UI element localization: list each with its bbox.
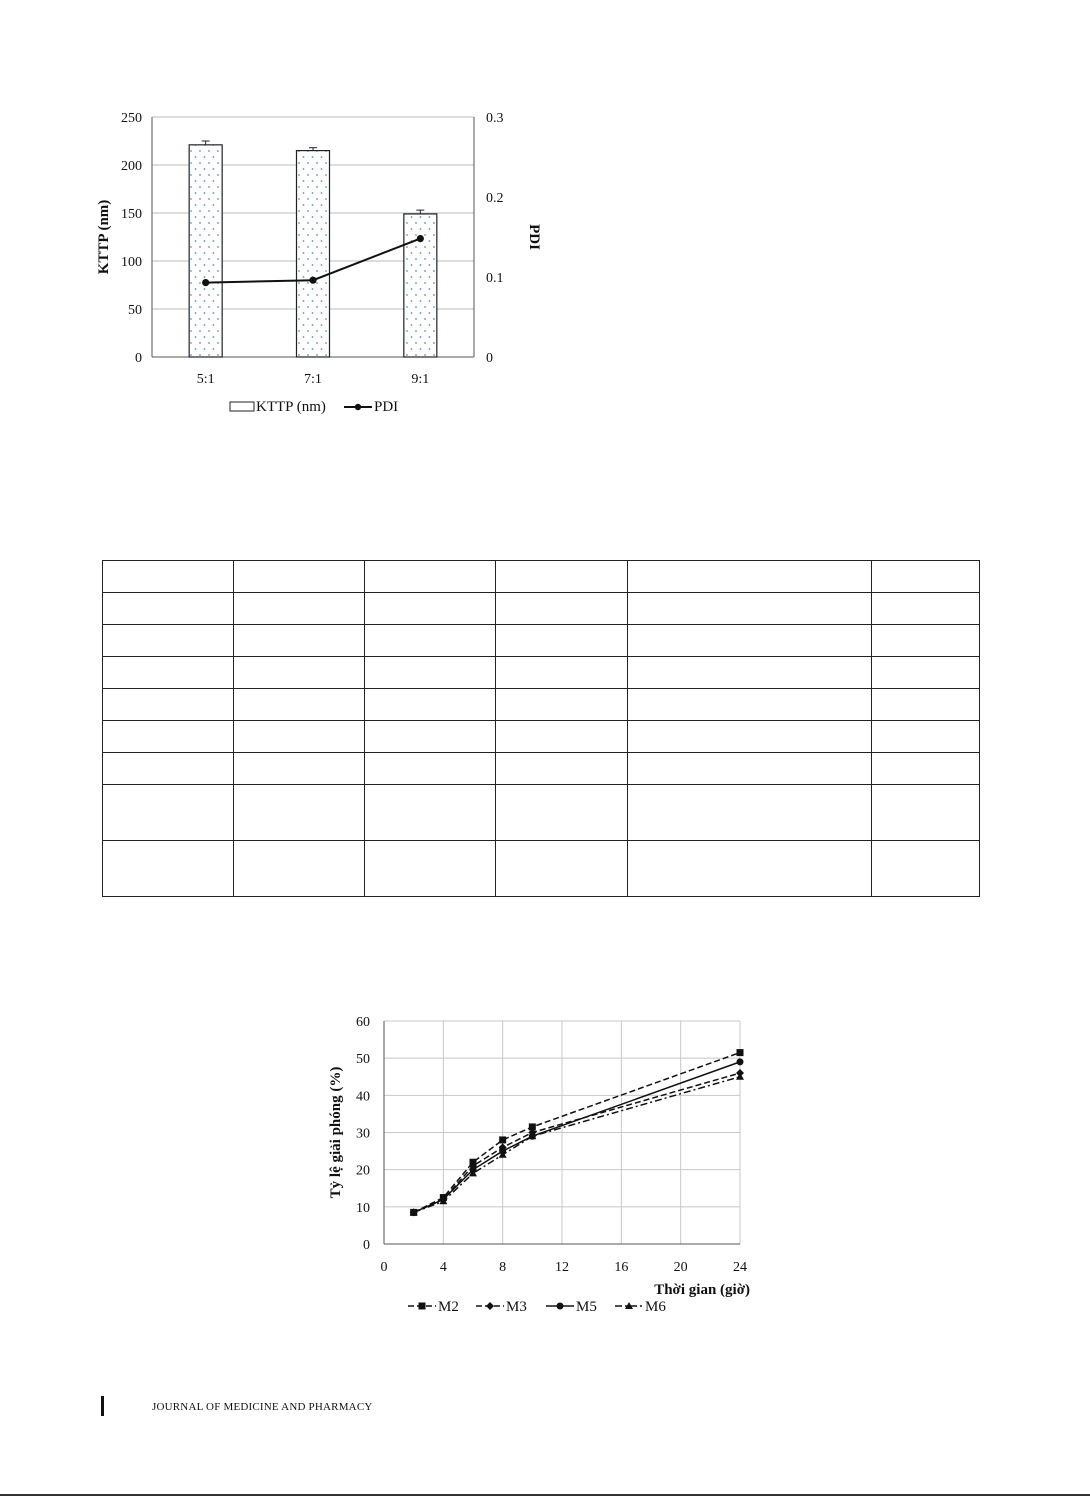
x-tick-label: 8 (499, 1260, 507, 1275)
y-tick-label: 0 (135, 351, 142, 366)
table-cell (365, 785, 496, 841)
data-table (102, 560, 980, 897)
y-axis-title: KTTP (nm) (96, 199, 112, 275)
y2-tick-label: 0.3 (486, 111, 504, 126)
table-cell (872, 561, 980, 593)
y2-tick-label: 0.1 (486, 271, 504, 286)
page-bottom-line (0, 1494, 1090, 1496)
table-cell (628, 785, 872, 841)
legend-label-m6: M6 (645, 1299, 666, 1315)
table-cell (872, 753, 980, 785)
y-tick-label: 20 (356, 1163, 370, 1179)
y-tick-label: 40 (356, 1089, 370, 1105)
table-row (103, 561, 980, 593)
table-row (103, 721, 980, 753)
table-row (103, 753, 980, 785)
legend-marker-m2 (419, 1303, 426, 1310)
table-cell (496, 689, 628, 721)
x-tick-label: 24 (733, 1260, 747, 1275)
journal-footer: JOURNAL OF MEDICINE AND PHARMACY (152, 1401, 373, 1413)
table-cell (234, 721, 365, 753)
y-tick-label: 150 (121, 207, 142, 222)
chart-kttp-pdi-svg (90, 100, 540, 430)
table-cell (872, 593, 980, 625)
table-cell (365, 753, 496, 785)
point-pdi (309, 277, 316, 284)
chart-kttp-pdi (90, 100, 540, 430)
y-tick-label: 50 (128, 303, 142, 318)
table-cell (496, 561, 628, 593)
y-tick-label: 100 (121, 255, 142, 270)
table-cell (103, 625, 234, 657)
table-cell (496, 841, 628, 897)
table-row (103, 785, 980, 841)
table-cell (103, 841, 234, 897)
point-m5 (737, 1058, 744, 1065)
table-cell (628, 657, 872, 689)
x-tick-label: 12 (555, 1260, 569, 1275)
bar-kttp (189, 145, 222, 357)
x-tick-label: 20 (673, 1260, 688, 1275)
y-tick-label: 250 (121, 111, 142, 126)
y-tick-label: 200 (121, 159, 142, 174)
table-cell (103, 785, 234, 841)
table-cell (234, 785, 365, 841)
y2-tick-label: 0 (486, 351, 493, 366)
chart-release-profile (300, 1005, 780, 1330)
table-cell (872, 721, 980, 753)
legend-label-m2: M2 (438, 1299, 459, 1315)
x-tick-label: 16 (614, 1260, 629, 1275)
table-cell (103, 593, 234, 625)
table-cell (628, 753, 872, 785)
x-tick-label: 9:1 (411, 372, 430, 387)
legend-marker-m3 (486, 1302, 494, 1310)
table-cell (234, 625, 365, 657)
table-cell (234, 593, 365, 625)
legend-label-m5: M5 (576, 1299, 597, 1315)
table-cell (496, 593, 628, 625)
table-cell (628, 561, 872, 593)
y-tick-label: 30 (356, 1126, 370, 1142)
table-cell (872, 657, 980, 689)
table-cell (103, 561, 234, 593)
x-tick-label: 0 (380, 1260, 388, 1275)
legend-label-kttp: KTTP (nm) (256, 399, 326, 415)
table-cell (365, 689, 496, 721)
x-tick-label: 5:1 (196, 372, 215, 387)
y2-tick-label: 0.2 (486, 191, 504, 206)
table-cell (365, 561, 496, 593)
table-row (103, 841, 980, 897)
legend-label-pdi: PDI (374, 399, 399, 415)
table-cell (103, 689, 234, 721)
table-cell (628, 593, 872, 625)
data-table-body (103, 561, 980, 897)
table-cell (365, 625, 496, 657)
table-cell (872, 785, 980, 841)
point-pdi (417, 235, 424, 242)
x-axis-title: Thời gian (giờ) (654, 1282, 750, 1298)
table-cell (628, 689, 872, 721)
table-cell (234, 561, 365, 593)
table-row (103, 593, 980, 625)
legend-marker-m5 (557, 1303, 564, 1310)
legend-label-m3: M3 (506, 1299, 527, 1315)
table-cell (628, 721, 872, 753)
table-cell (496, 625, 628, 657)
table-cell (234, 689, 365, 721)
y-tick-label: 50 (356, 1052, 370, 1068)
table-cell (365, 593, 496, 625)
table-cell (234, 657, 365, 689)
table-cell (365, 721, 496, 753)
footer-rule (101, 1396, 104, 1416)
table-cell (103, 657, 234, 689)
table-row (103, 625, 980, 657)
table-cell (872, 841, 980, 897)
table-row (103, 657, 980, 689)
table-cell (872, 689, 980, 721)
point-m2 (499, 1136, 506, 1143)
y-tick-label: 10 (356, 1200, 370, 1216)
table-cell (872, 625, 980, 657)
table-cell (365, 657, 496, 689)
point-m2 (737, 1049, 744, 1056)
table-cell (496, 657, 628, 689)
chart-release-profile-svg (300, 1005, 780, 1330)
table-cell (496, 753, 628, 785)
point-pdi (202, 279, 209, 286)
table-cell (496, 785, 628, 841)
table-cell (103, 721, 234, 753)
y-tick-label: 0 (363, 1238, 370, 1253)
series-line-m6 (414, 1077, 740, 1213)
x-tick-label: 4 (439, 1260, 447, 1275)
table-cell (234, 841, 365, 897)
x-tick-label: 7:1 (304, 372, 322, 387)
bar-kttp (297, 151, 330, 357)
series-line-m5 (414, 1062, 740, 1213)
legend-swatch-bar (230, 402, 254, 411)
table-cell (628, 841, 872, 897)
series-line-m3 (414, 1073, 740, 1212)
table-row (103, 689, 980, 721)
table-cell (496, 721, 628, 753)
table-cell (628, 625, 872, 657)
table-cell (103, 753, 234, 785)
y-axis-title: Tỷ lệ giải phóng (%) (328, 1066, 344, 1199)
y-tick-label: 60 (356, 1015, 370, 1030)
y2-axis-title: PDI (526, 224, 542, 250)
table-cell (234, 753, 365, 785)
legend-swatch-marker (355, 404, 361, 410)
table-cell (365, 841, 496, 897)
